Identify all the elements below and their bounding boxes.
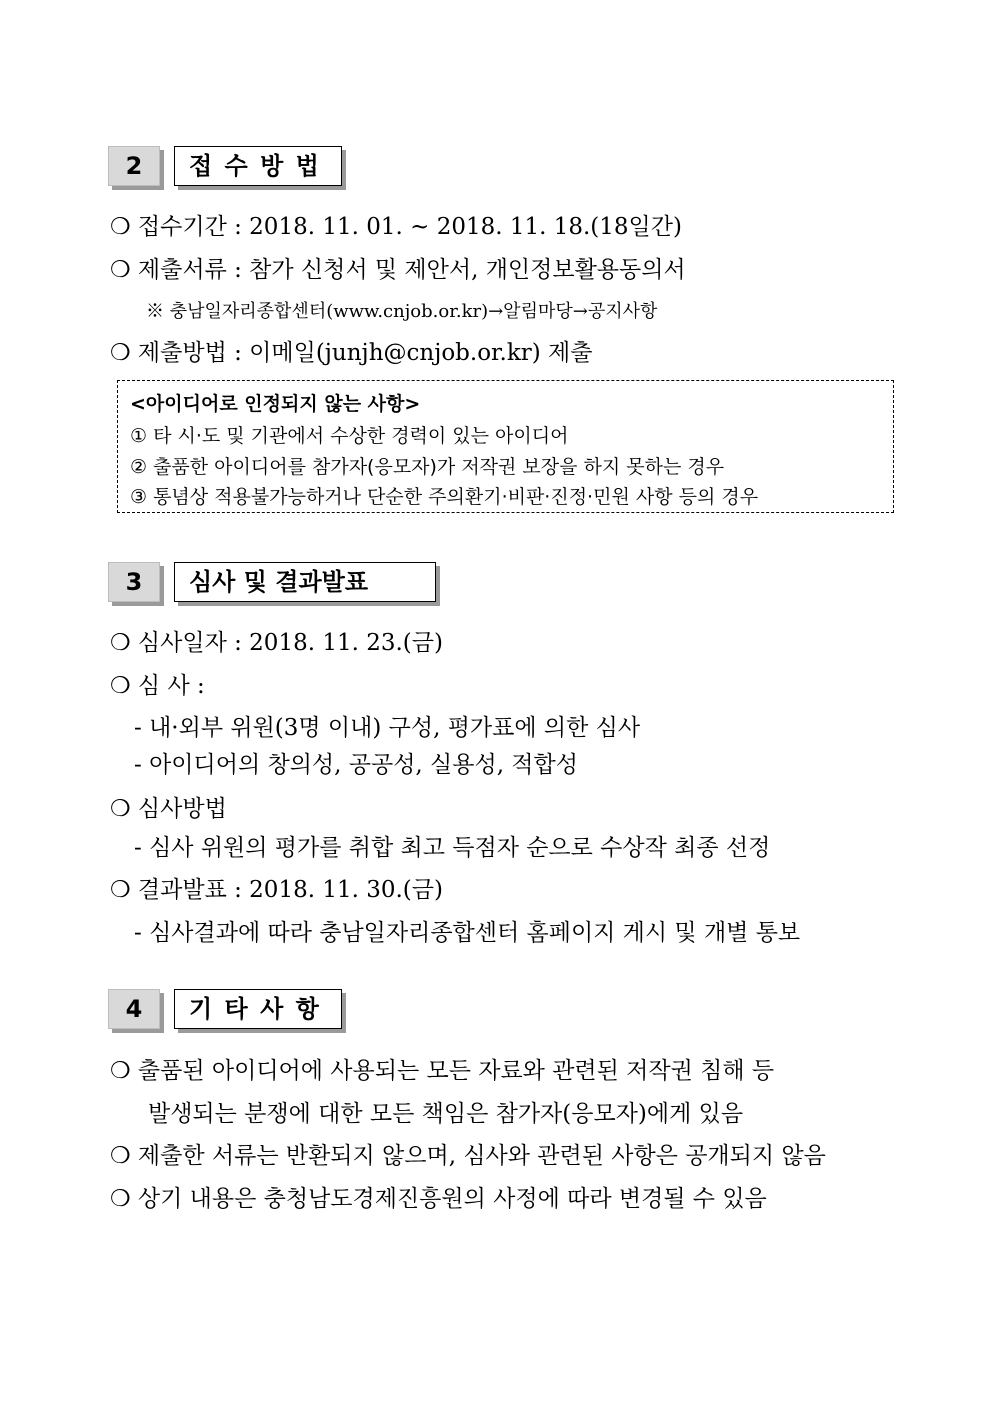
text-line: ❍ 심 사 : xyxy=(110,673,205,699)
text-line: ❍ 상기 내용은 충청남도경제진흥원의 사정에 따라 변경될 수 있음 xyxy=(110,1186,767,1212)
text-line: ❍ 제출방법 : 이메일(junjh@cnjob.or.kr) 제출 xyxy=(110,340,593,366)
text-line: - 심사 위원의 평가를 취합 최고 득점자 순으로 수상작 최종 선정 xyxy=(134,835,771,861)
box-item: ③ 통념상 적용불가능하거나 단순한 주의환기·비판·진정·민원 사항 등의 경우 xyxy=(130,486,759,508)
section-title: 기 타 사 항 xyxy=(174,989,342,1029)
section-title: 접 수 방 법 xyxy=(174,146,342,186)
text-line: ❍ 제출한 서류는 반환되지 않으며, 심사와 관련된 사항은 공개되지 않음 xyxy=(110,1143,826,1169)
section-number: 2 xyxy=(108,146,160,186)
section-number: 4 xyxy=(108,989,160,1029)
text-line: ❍ 접수기간 : 2018. 11. 01. ~ 2018. 11. 18.(18일간) xyxy=(110,214,682,240)
text-line: ❍ 심사일자 : 2018. 11. 23.(금) xyxy=(110,630,443,656)
text-line: 발생되는 분쟁에 대한 모든 책임은 참가자(응모자)에게 있음 xyxy=(148,1101,744,1127)
text-line: - 심사결과에 따라 충남일자리종합센터 홈페이지 게시 및 개별 통보 xyxy=(134,920,801,946)
section-title: 심사 및 결과발표 xyxy=(174,562,436,602)
note-line: ※ 충남일자리종합센터(www.cnjob.or.kr)→알림마당→공지사항 xyxy=(146,301,658,322)
section-number: 3 xyxy=(108,562,160,602)
text-line: ❍ 출품된 아이디어에 사용되는 모든 자료와 관련된 저작권 침해 등 xyxy=(110,1058,775,1084)
box-title: <아이디어로 인정되지 않는 사항> xyxy=(130,393,421,415)
exclusion-box xyxy=(117,380,894,513)
text-line: ❍ 제출서류 : 참가 신청서 및 제안서, 개인정보활용동의서 xyxy=(110,257,686,283)
text-line: - 아이디어의 창의성, 공공성, 실용성, 적합성 xyxy=(134,752,578,778)
text-line: ❍ 심사방법 xyxy=(110,796,227,822)
box-item: ② 출품한 아이디어를 참가자(응모자)가 저작권 보장을 하지 못하는 경우 xyxy=(130,456,725,478)
text-line: ❍ 결과발표 : 2018. 11. 30.(금) xyxy=(110,877,443,903)
box-item: ① 타 시·도 및 기관에서 수상한 경력이 있는 아이디어 xyxy=(130,425,569,447)
text-line: - 내·외부 위원(3명 이내) 구성, 평가표에 의한 심사 xyxy=(134,715,641,741)
